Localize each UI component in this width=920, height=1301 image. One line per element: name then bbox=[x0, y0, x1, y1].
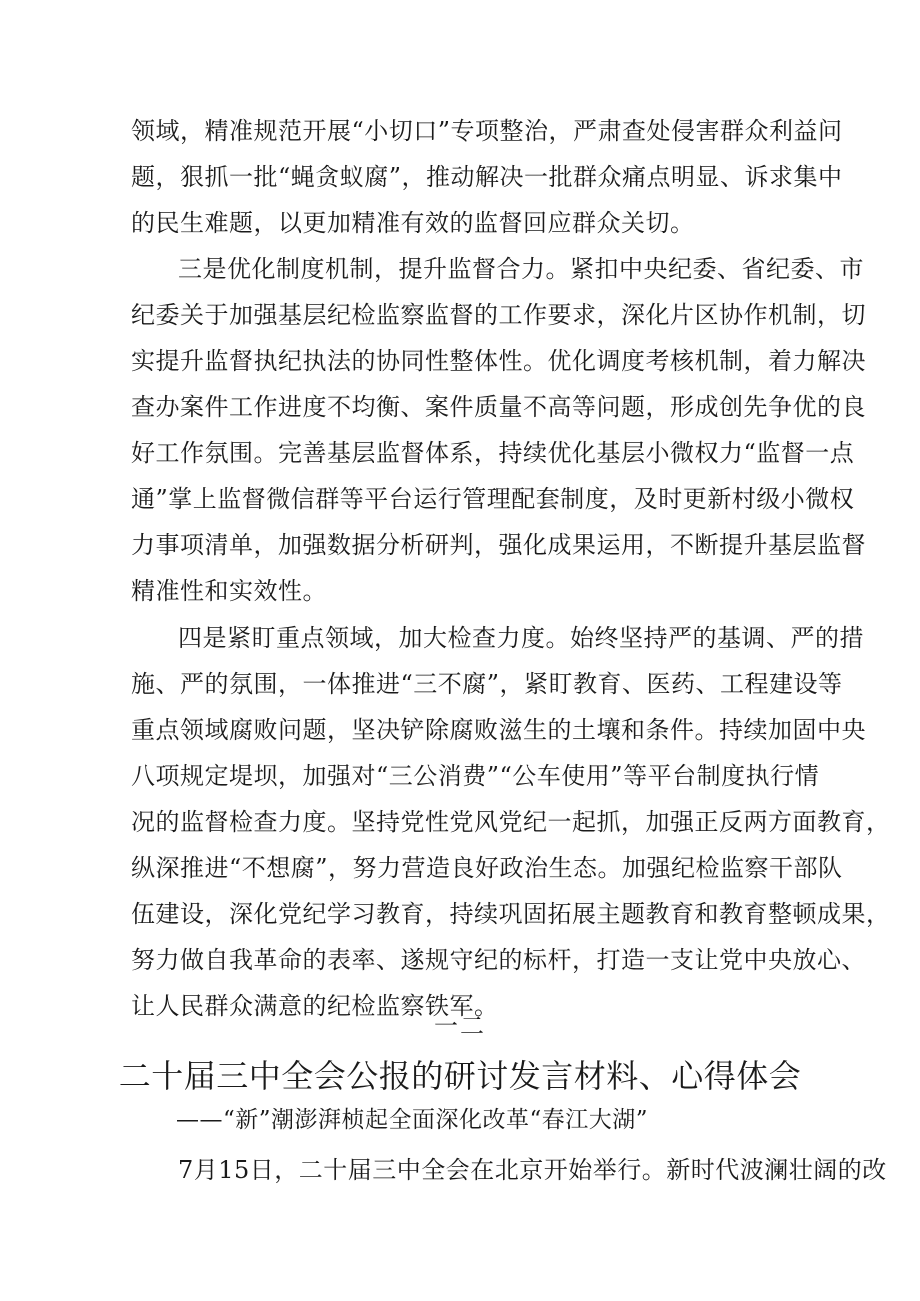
paragraph-line: 精准性和实效性。 bbox=[131, 577, 327, 605]
paragraph-line: 伍建设，深化党纪学习教育，持续巩固拓展主题教育和教育整顿成果， bbox=[131, 900, 891, 928]
paragraph-line: 三是优化制度机制，提升监督合力。紧扣中央纪委、省纪委、市 bbox=[178, 255, 864, 283]
paragraph-line: 重点领域腐败问题，坚决铲除腐败滋生的土壤和条件。持续加固中央 bbox=[131, 716, 866, 744]
paragraph-line: 查办案件工作进度不均衡、案件质量不高等问题，形成创先争优的良 bbox=[131, 393, 866, 421]
paragraph-line: 八项规定堤坝，加强对“三公消费”“公车使用”等平台制度执行情 bbox=[131, 762, 820, 790]
paragraph-line: 7月15日，二十届三中全会在北京开始举行。新时代波澜壮阔的改 bbox=[178, 1156, 887, 1184]
paragraph-line: 力事项清单，加强数据分析研判，强化成果运用，不断提升基层监督 bbox=[131, 531, 866, 559]
paragraph-line: 的民生难题，以更加精准有效的监督回应群众关切。 bbox=[131, 209, 695, 237]
section-title: 二十届三中全会公报的研讨发言材料、心得体会 bbox=[118, 1057, 802, 1095]
paragraph-line: 纪委关于加强基层纪检监察监督的工作要求，深化片区协作机制，切 bbox=[131, 301, 866, 329]
paragraph-line: 通”掌上监督微信群等平台运行管理配套制度，及时更新村级小微权 bbox=[131, 485, 855, 513]
paragraph-line: 纵深推进“不想腐”，努力营造良好政治生态。加强纪检监察干部队 bbox=[131, 854, 843, 882]
paragraph-line: 努力做自我革命的表率、遂规守纪的标杆，打造一支让党中央放心、 bbox=[131, 946, 866, 974]
section-subtitle: ——“新”潮澎湃桢起全面深化改革“春江大湖” bbox=[176, 1107, 649, 1133]
paragraph-line: 题，狠抓一批“蝇贪蚁腐”，推动解决一批群众痛点明显、诉求集中 bbox=[131, 163, 843, 191]
paragraph-line: 让人民群众满意的纪检监察铁军。 bbox=[131, 992, 499, 1020]
paragraph-line: 施、严的氛围，一体推进“三不腐”，紧盯教育、医药、工程建设等 bbox=[131, 670, 843, 698]
paragraph-line: 四是紧盯重点领域，加大检查力度。始终坚持严的基调、严的措 bbox=[178, 624, 864, 652]
section-number: 一二 bbox=[434, 1012, 486, 1040]
paragraph-line: 况的监督检查力度。坚持党性党风党纪一起抓，加强正反两方面教育， bbox=[131, 808, 891, 836]
paragraph-line: 实提升监督执纪执法的协同性整体性。优化调度考核机制，着力解决 bbox=[131, 347, 866, 375]
paragraph-line: 领域，精准规范开展“小切口”专项整治，严肃查处侵害群众利益问 bbox=[131, 117, 843, 145]
paragraph-line: 好工作氛围。完善基层监督体系，持续优化基层小微权力“监督一点 bbox=[131, 439, 855, 467]
